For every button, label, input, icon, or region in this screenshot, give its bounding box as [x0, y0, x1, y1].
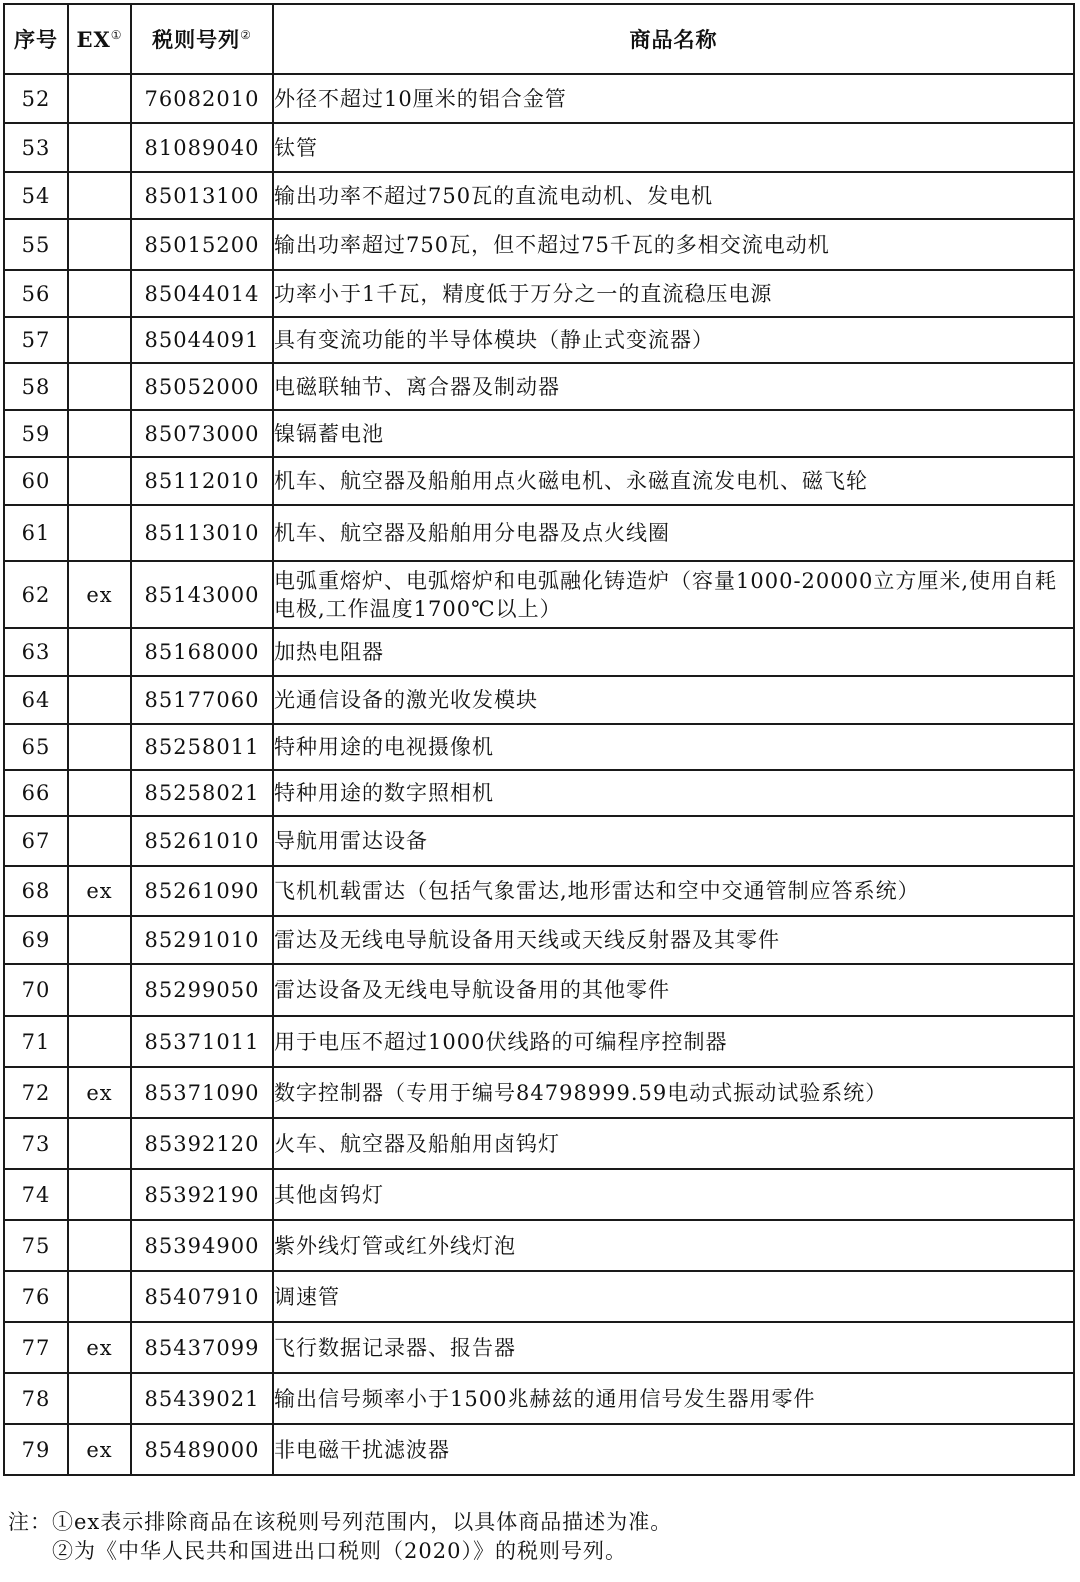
row-product-name: 导航用雷达设备 [273, 816, 1074, 866]
row-tariff-code: 85258021 [131, 770, 273, 816]
table-row [4, 724, 1074, 770]
row-tariff-code: 85392190 [131, 1169, 273, 1220]
row-tariff-code: 85044014 [131, 270, 273, 317]
header-name: 商品名称 [273, 4, 1074, 74]
row-number: 54 [4, 172, 68, 219]
row-ex-flag: ex [68, 1067, 131, 1118]
row-ex-flag: ex [68, 1322, 131, 1373]
row-product-name: 雷达设备及无线电导航设备用的其他零件 [273, 964, 1074, 1016]
row-number: 57 [4, 317, 68, 363]
row-number: 58 [4, 363, 68, 410]
table-row [4, 1373, 1074, 1424]
header-code: 税则号列② [131, 4, 273, 74]
row-number: 72 [4, 1067, 68, 1118]
row-product-name: 机车、航空器及船舶用点火磁电机、永磁直流发电机、磁飞轮 [273, 457, 1074, 505]
table-row [4, 172, 1074, 219]
row-ex-flag [68, 816, 131, 866]
row-tariff-code: 85073000 [131, 410, 273, 457]
row-product-name: 加热电阻器 [273, 628, 1074, 676]
table-body [4, 74, 1074, 1475]
row-number: 64 [4, 676, 68, 724]
row-tariff-code: 85177060 [131, 676, 273, 724]
row-ex-flag [68, 410, 131, 457]
header-code-footnote-mark: ② [240, 28, 252, 42]
table-row [4, 916, 1074, 964]
row-ex-flag [68, 74, 131, 123]
row-tariff-code: 85015200 [131, 219, 273, 270]
row-number: 79 [4, 1424, 68, 1475]
row-tariff-code: 85291010 [131, 916, 273, 964]
table-row [4, 1118, 1074, 1169]
row-tariff-code: 85489000 [131, 1424, 273, 1475]
row-number: 65 [4, 724, 68, 770]
row-ex-flag [68, 317, 131, 363]
row-product-name: 特种用途的数字照相机 [273, 770, 1074, 816]
row-tariff-code: 85258011 [131, 724, 273, 770]
row-tariff-code: 85371011 [131, 1016, 273, 1067]
row-ex-flag [68, 1373, 131, 1424]
table-row [4, 363, 1074, 410]
table-row [4, 410, 1074, 457]
row-product-name: 电磁联轴节、离合器及制动器 [273, 363, 1074, 410]
row-ex-flag [68, 724, 131, 770]
row-ex-flag [68, 1220, 131, 1271]
table-row [4, 1169, 1074, 1220]
row-ex-flag [68, 172, 131, 219]
row-tariff-code: 85392120 [131, 1118, 273, 1169]
row-number: 66 [4, 770, 68, 816]
row-tariff-code: 85299050 [131, 964, 273, 1016]
row-ex-flag [68, 457, 131, 505]
row-number: 75 [4, 1220, 68, 1271]
table-header-row [4, 4, 1074, 74]
row-number: 59 [4, 410, 68, 457]
row-product-name: 雷达及无线电导航设备用天线或天线反射器及其零件 [273, 916, 1074, 964]
row-product-name: 电弧重熔炉、电弧熔炉和电弧融化铸造炉（容量1000-20000立方厘米,使用自耗电极,工作温度1700℃以上） [273, 561, 1074, 628]
row-tariff-code: 85261090 [131, 866, 273, 916]
row-product-name: 外径不超过10厘米的铝合金管 [273, 74, 1074, 123]
row-number: 62 [4, 561, 68, 628]
row-ex-flag [68, 1271, 131, 1322]
row-product-name: 机车、航空器及船舶用分电器及点火线圈 [273, 505, 1074, 561]
footnotes [8, 1508, 1068, 1566]
table-row [4, 1220, 1074, 1271]
row-tariff-code: 85439021 [131, 1373, 273, 1424]
table-row [4, 628, 1074, 676]
table-row [4, 270, 1074, 317]
table-row [4, 1271, 1074, 1322]
table-row [4, 317, 1074, 363]
row-product-name: 火车、航空器及船舶用卤钨灯 [273, 1118, 1074, 1169]
header-ex: EX① [68, 4, 131, 74]
row-product-name: 输出功率不超过750瓦的直流电动机、发电机 [273, 172, 1074, 219]
row-tariff-code: 85407910 [131, 1271, 273, 1322]
row-tariff-code: 85052000 [131, 363, 273, 410]
header-seq: 序号 [4, 4, 68, 74]
row-ex-flag: ex [68, 561, 131, 628]
row-number: 56 [4, 270, 68, 317]
row-ex-flag [68, 1169, 131, 1220]
row-product-name: 特种用途的电视摄像机 [273, 724, 1074, 770]
tariff-table [3, 3, 1075, 1476]
row-product-name: 输出信号频率小于1500兆赫兹的通用信号发生器用零件 [273, 1373, 1074, 1424]
row-tariff-code: 85394900 [131, 1220, 273, 1271]
table-row [4, 964, 1074, 1016]
row-tariff-code: 85113010 [131, 505, 273, 561]
row-number: 60 [4, 457, 68, 505]
row-ex-flag [68, 219, 131, 270]
table-row [4, 123, 1074, 172]
footnote-2: ②为《中华人民共和国进出口税则（2020）》的税则号列。 [52, 1539, 627, 1563]
row-product-name: 钛管 [273, 123, 1074, 172]
row-product-name: 飞机机载雷达（包括气象雷达,地形雷达和空中交通管制应答系统） [273, 866, 1074, 916]
row-number: 61 [4, 505, 68, 561]
table-row [4, 770, 1074, 816]
table-row [4, 676, 1074, 724]
row-ex-flag [68, 270, 131, 317]
row-number: 55 [4, 219, 68, 270]
row-tariff-code: 85261010 [131, 816, 273, 866]
row-ex-flag [68, 676, 131, 724]
row-ex-flag [68, 1118, 131, 1169]
table-row [4, 816, 1074, 866]
row-ex-flag: ex [68, 1424, 131, 1475]
row-number: 77 [4, 1322, 68, 1373]
row-product-name: 功率小于1千瓦，精度低于万分之一的直流稳压电源 [273, 270, 1074, 317]
row-ex-flag [68, 363, 131, 410]
row-product-name: 紫外线灯管或红外线灯泡 [273, 1220, 1074, 1271]
row-ex-flag [68, 770, 131, 816]
row-number: 76 [4, 1271, 68, 1322]
row-ex-flag [68, 1016, 131, 1067]
row-number: 71 [4, 1016, 68, 1067]
row-number: 69 [4, 916, 68, 964]
row-number: 52 [4, 74, 68, 123]
table-row [4, 219, 1074, 270]
row-product-name: 镍镉蓄电池 [273, 410, 1074, 457]
table-row [4, 74, 1074, 123]
row-number: 68 [4, 866, 68, 916]
footnote-1: 注：①ex表示排除商品在该税则号列范围内，以具体商品描述为准。 [8, 1510, 673, 1534]
row-number: 78 [4, 1373, 68, 1424]
table-row [4, 1322, 1074, 1373]
row-ex-flag [68, 123, 131, 172]
row-number: 74 [4, 1169, 68, 1220]
row-product-name: 具有变流功能的半导体模块（静止式变流器） [273, 317, 1074, 363]
row-product-name: 飞行数据记录器、报告器 [273, 1322, 1074, 1373]
row-tariff-code: 81089040 [131, 123, 273, 172]
table-row [4, 561, 1074, 628]
table-row [4, 505, 1074, 561]
row-ex-flag [68, 964, 131, 1016]
row-product-name: 其他卤钨灯 [273, 1169, 1074, 1220]
row-ex-flag [68, 505, 131, 561]
row-ex-flag: ex [68, 866, 131, 916]
row-ex-flag [68, 628, 131, 676]
row-product-name: 调速管 [273, 1271, 1074, 1322]
row-tariff-code: 85112010 [131, 457, 273, 505]
row-ex-flag [68, 916, 131, 964]
row-tariff-code: 85168000 [131, 628, 273, 676]
row-product-name: 非电磁干扰滤波器 [273, 1424, 1074, 1475]
table-row [4, 1067, 1074, 1118]
row-tariff-code: 85437099 [131, 1322, 273, 1373]
table-row [4, 1424, 1074, 1475]
row-number: 53 [4, 123, 68, 172]
row-product-name: 数字控制器（专用于编号84798999.59电动式振动试验系统） [273, 1067, 1074, 1118]
row-product-name: 光通信设备的激光收发模块 [273, 676, 1074, 724]
row-tariff-code: 76082010 [131, 74, 273, 123]
row-number: 70 [4, 964, 68, 1016]
table-row [4, 1016, 1074, 1067]
row-tariff-code: 85044091 [131, 317, 273, 363]
row-product-name: 用于电压不超过1000伏线路的可编程序控制器 [273, 1016, 1074, 1067]
row-tariff-code: 85143000 [131, 561, 273, 628]
header-ex-footnote-mark: ① [110, 27, 123, 42]
table-row [4, 866, 1074, 916]
table-row [4, 457, 1074, 505]
row-number: 67 [4, 816, 68, 866]
row-product-name: 输出功率超过750瓦，但不超过75千瓦的多相交流电动机 [273, 219, 1074, 270]
row-tariff-code: 85371090 [131, 1067, 273, 1118]
row-tariff-code: 85013100 [131, 172, 273, 219]
row-number: 63 [4, 628, 68, 676]
row-number: 73 [4, 1118, 68, 1169]
